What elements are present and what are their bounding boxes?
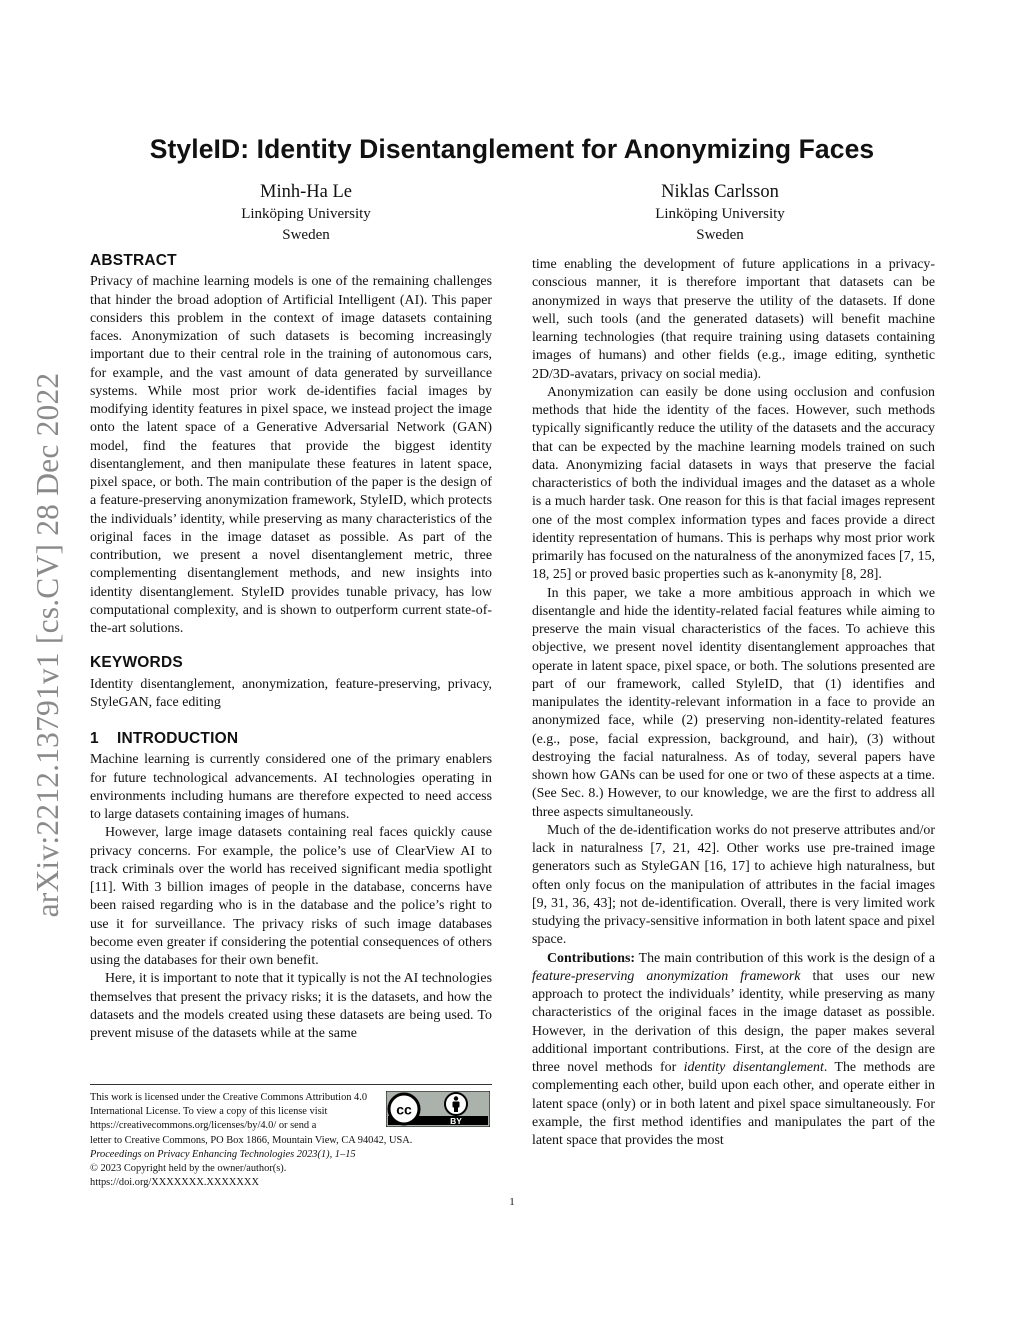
license-text: This work is licensed under the Creative Commons Attribution 4.0 International License. To view a copy of this license visit https://creativecommons.org/licenses/by/4.0/ or send a (90, 1092, 368, 1132)
intro-paragraph: Anonymization can easily be done using occlusion and confusion methods that hide the identity of the faces. However, such methods typically significantly reduce the utility of the datasets and the accuracy that can be expected by the machine learning models trained on such data. Anonymizing facial datasets in ways that preserve the facial characteristics of both the individual images and the dataset as a whole is a much harder task. One reason for this is that facial images represent one of the most complex information types and faces provide a direct identity representation of humans. This is perhaps why most prior work primarily has focused on the naturalness of the anonymized faces [7, 15, 18, 25] or proved basic properties such as k-anonymity [8, 28]. (532, 384, 935, 583)
page-number: 1 (509, 1196, 515, 1208)
creative-commons-by-badge (386, 1091, 490, 1127)
arxiv-identifier: arXiv:2212.13791v1 [cs.CV] 28 Dec 2022 (30, 372, 65, 918)
intro-paragraph: In this paper, we take a more ambitious approach in which we disentangle and hide the identity-related facial features while aiming to preserve the main visual characteristics of the faces. To achieve this objective, we present novel identity disentanglement approaches that operate in latent space, pixel space, or both. The solutions presented are part of our framework, called StyleID, that (1) identifies and manipulates the identity-relevant information in a face to provide an anonymized face, while (2) preserving non-identity-related features (e.g., pose, facial expression, background, and hair), (3) without destroying the facial naturalness. As of today, several papers have shown how GANs can be used for one or two of these aspects at a time. (See Sec. 8.) However, to our knowledge, we are the first to address all three aspects simultaneously. (532, 585, 935, 820)
author-name: Minh-Ha Le (260, 182, 352, 202)
author-affiliation: Linköping University (241, 206, 371, 222)
badge-label: BY (450, 1116, 462, 1126)
intro-paragraph: Much of the de-identification works do not preserve attributes and/or lack in naturalness [7, 21, 42]. Other works use pre-trained image generators such as StyleGAN [16, 17] to achieve high naturalness, but often only focus on the manipulation of attributes in the facial images [9, 31, 36, 43]; not de-identification. Overall, there is very limited work studying the privacy-sensitive information in both latent space and pixel space. (532, 822, 935, 948)
contributions-label: Contributions: (547, 950, 635, 966)
svg-text:cc: cc (396, 1101, 412, 1118)
keywords-text: Identity disentanglement, anonymization, feature-preserving, privacy, StyleGAN, face editing (90, 676, 492, 710)
section-heading-introduction (90, 730, 492, 748)
author-country: Sweden (696, 226, 744, 243)
contributions-text: The main contribution of this work is the design of a (635, 950, 935, 966)
right-column (532, 256, 935, 1150)
author-block-1 (190, 180, 422, 245)
author-country: Sweden (282, 226, 330, 243)
proceedings-line: Proceedings on Privacy Enhancing Technologies 2023(1), 1–15 (90, 1148, 356, 1160)
arxiv-sidebar-stamp (26, 350, 70, 940)
contributions-emphasis: identity disentanglement (683, 1060, 824, 1075)
section-title: INTRODUCTION (117, 730, 239, 747)
copyright-line: © 2023 Copyright held by the owner/author(s). (90, 1163, 287, 1175)
author-name: Niklas Carlsson (661, 182, 779, 202)
intro-paragraph: However, large image datasets containing real faces quickly cause privacy concerns. For example, the police’s use of ClearView AI to track criminals over the world has received significant media spotlight [11]. With 3 billion images of people in the database, concerns have been raised regarding who is in the database and the police’s right to use it for surveillance. The privacy risks of such image databases become even greater if considering the potential consequences of others using the databases for their own benefit. (90, 825, 492, 968)
intro-paragraph: time enabling the development of future applications in a privacy-conscious manner, it is therefore important that datasets can be anonymized in ways that preserve the utility of the datasets. If done well, such tools (and the generated datasets) will benefit machine learning technologies (that require training using datasets containing images of humans) and other fields (e.g., image editing, synthetic 2D/3D-avatars, privacy on social media). (532, 257, 935, 382)
license-footnote (90, 1084, 492, 1190)
footnote-rule (90, 1084, 492, 1085)
contributions-emphasis: feature-preserving anonymization framework (532, 968, 801, 984)
keywords-heading: KEYWORDS (90, 654, 183, 672)
abstract-text: Privacy of machine learning models is one of the remaining challenges that hinder the broad adoption of Artificial Intelligent (AI). This paper considers this problem in the context of image datasets containing faces. Anonymization of such datasets is becoming increasingly important due to their central role in the training of autonomous cars, for example, and the vast amount of data generated by surveillance systems. While most prior work de-identifies facial images by modifying identity features in pixel space, we instead project the image onto the latent space of a Generative Adversarial Network (GAN) model, find the features that provide the biggest identity disentanglement, and then manipulate these features in latent space, pixel space, or both. The main contribution of the paper is the design of a feature-preserving anonymization framework, StyleID, which protects the individuals’ identity, while preserving as many characteristics of the original faces in the image dataset as possible. As part of the contribution, we present a novel disentanglement metric, three complementing disentanglement methods, and new insights into identity disentanglement. StyleID provides tunable privacy, has low computational complexity, and is shown to outperform current state-of-the-art solutions. (90, 274, 492, 636)
contributions-text: that uses our new approach to protect the individuals’ identity, while preserving as many characteristics of the original faces in the image dataset as possible. However, in the derivation of this design, the paper makes several additional important contributions. First, at the core of the design are three novel methods for (532, 968, 935, 1075)
intro-paragraph: Here, it is important to note that it typically is not the AI technologies themselves that present the privacy risks; it is the datasets, and how the datasets and the models created using these datasets are being used. To prevent misuse of the datasets while at the same (90, 971, 492, 1041)
contributions-paragraph (532, 950, 935, 1151)
section-number: 1 (90, 730, 99, 747)
intro-paragraph: Machine learning is currently considered one of the primary enablers for future technological advancements. AI technologies operating in environments including humans are therefore expected to need access to large datasets containing images of humans. (90, 752, 492, 822)
author-block-2 (604, 180, 836, 245)
doi-link[interactable]: https://doi.org/XXXXXXX.XXXXXXX (90, 1177, 259, 1189)
author-affiliation: Linköping University (655, 206, 785, 222)
left-column (90, 252, 492, 1043)
contributions-text: . The methods are complementing each other, build upon each other, and operate either in latent space (only) or in both latent and pixel space simultaneously. For example, the first method identifies and manipulates the part of the latent space that provides the most (532, 1060, 936, 1148)
paper-title: StyleID: Identity Disentanglement for Anonymizing Faces (149, 134, 875, 164)
license-text-continued: letter to Creative Commons, PO Box 1866, Mountain View, CA 94042, USA. (90, 1134, 413, 1146)
abstract-heading: ABSTRACT (90, 252, 177, 269)
